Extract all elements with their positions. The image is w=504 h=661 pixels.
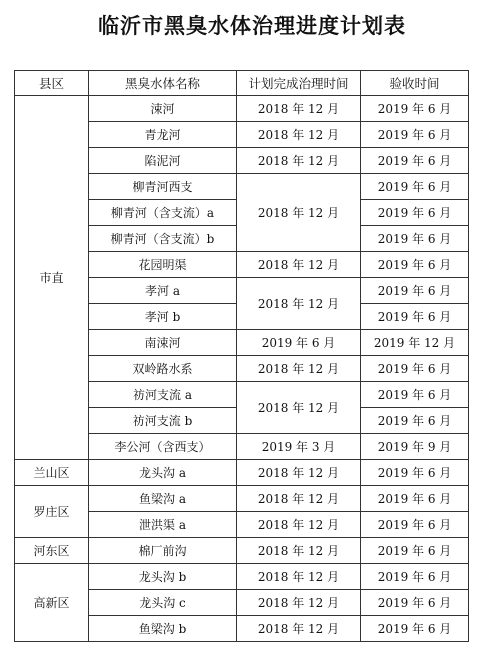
progress-table bbox=[14, 70, 469, 642]
district-cell: 兰山区 bbox=[15, 460, 89, 486]
acceptance-time-cell: 2019 年 6 月 bbox=[361, 356, 469, 382]
planned-completion-cell: 2018 年 12 月 bbox=[237, 512, 361, 538]
water-body-name-cell: 孝河 b bbox=[89, 304, 237, 330]
planned-completion-cell: 2018 年 12 月 bbox=[237, 96, 361, 122]
planned-completion-cell: 2018 年 12 月 bbox=[237, 590, 361, 616]
acceptance-time-cell: 2019 年 12 月 bbox=[361, 330, 469, 356]
water-body-name-cell: 泄洪渠 a bbox=[89, 512, 237, 538]
planned-completion-cell: 2018 年 12 月 bbox=[237, 616, 361, 642]
water-body-name-cell: 青龙河 bbox=[89, 122, 237, 148]
district-cell: 罗庄区 bbox=[15, 486, 89, 538]
water-body-name-cell: 柳青河西支 bbox=[89, 174, 237, 200]
planned-completion-cell: 2018 年 12 月 bbox=[237, 278, 361, 330]
acceptance-time-cell: 2019 年 6 月 bbox=[361, 174, 469, 200]
acceptance-time-cell: 2019 年 6 月 bbox=[361, 382, 469, 408]
planned-completion-cell: 2018 年 12 月 bbox=[237, 122, 361, 148]
water-body-name-cell: 祊河支流 a bbox=[89, 382, 237, 408]
acceptance-time-cell: 2019 年 6 月 bbox=[361, 590, 469, 616]
planned-completion-cell: 2018 年 12 月 bbox=[237, 148, 361, 174]
planned-completion-cell: 2018 年 12 月 bbox=[237, 174, 361, 252]
planned-completion-cell: 2018 年 12 月 bbox=[237, 252, 361, 278]
acceptance-time-cell: 2019 年 6 月 bbox=[361, 512, 469, 538]
water-body-name-cell: 陷泥河 bbox=[89, 148, 237, 174]
water-body-name-cell: 孝河 a bbox=[89, 278, 237, 304]
acceptance-time-cell: 2019 年 6 月 bbox=[361, 564, 469, 590]
planned-completion-cell: 2019 年 6 月 bbox=[237, 330, 361, 356]
district-cell: 高新区 bbox=[15, 564, 89, 642]
acceptance-time-cell: 2019 年 6 月 bbox=[361, 122, 469, 148]
water-body-name-cell: 龙头沟 c bbox=[89, 590, 237, 616]
water-body-name-cell: 龙头沟 b bbox=[89, 564, 237, 590]
acceptance-time-cell: 2019 年 6 月 bbox=[361, 460, 469, 486]
water-body-name-cell: 鱼梁沟 b bbox=[89, 616, 237, 642]
planned-completion-cell: 2018 年 12 月 bbox=[237, 356, 361, 382]
water-body-name-cell: 柳青河（含支流）b bbox=[89, 226, 237, 252]
header-row bbox=[15, 71, 469, 96]
planned-completion-cell: 2018 年 12 月 bbox=[237, 486, 361, 512]
water-body-name-cell: 棉厂前沟 bbox=[89, 538, 237, 564]
district-cell: 河东区 bbox=[15, 538, 89, 564]
district-cell: 市直 bbox=[15, 96, 89, 460]
water-body-name-cell: 花园明渠 bbox=[89, 252, 237, 278]
water-body-name-cell: 南涑河 bbox=[89, 330, 237, 356]
water-body-name-cell: 龙头沟 a bbox=[89, 460, 237, 486]
planned-completion-cell: 2018 年 12 月 bbox=[237, 460, 361, 486]
acceptance-time-cell: 2019 年 6 月 bbox=[361, 252, 469, 278]
acceptance-time-cell: 2019 年 6 月 bbox=[361, 616, 469, 642]
table-row bbox=[15, 460, 469, 486]
acceptance-time-cell: 2019 年 6 月 bbox=[361, 200, 469, 226]
table-row bbox=[15, 486, 469, 512]
water-body-name-cell: 鱼梁沟 a bbox=[89, 486, 237, 512]
acceptance-time-cell: 2019 年 6 月 bbox=[361, 226, 469, 252]
header-water-body-name: 黑臭水体名称 bbox=[89, 71, 237, 96]
acceptance-time-cell: 2019 年 6 月 bbox=[361, 148, 469, 174]
planned-completion-cell: 2018 年 12 月 bbox=[237, 382, 361, 434]
table-row bbox=[15, 564, 469, 590]
acceptance-time-cell: 2019 年 6 月 bbox=[361, 278, 469, 304]
water-body-name-cell: 双岭路水系 bbox=[89, 356, 237, 382]
planned-completion-cell: 2018 年 12 月 bbox=[237, 564, 361, 590]
acceptance-time-cell: 2019 年 6 月 bbox=[361, 96, 469, 122]
header-district: 县区 bbox=[15, 71, 89, 96]
page-title: 临沂市黑臭水体治理进度计划表 bbox=[98, 14, 406, 38]
water-body-name-cell: 柳青河（含支流）a bbox=[89, 200, 237, 226]
table-row bbox=[15, 96, 469, 122]
planned-completion-cell: 2019 年 3 月 bbox=[237, 434, 361, 460]
water-body-name-cell: 祊河支流 b bbox=[89, 408, 237, 434]
acceptance-time-cell: 2019 年 6 月 bbox=[361, 304, 469, 330]
water-body-name-cell: 李公河（含西支） bbox=[89, 434, 237, 460]
acceptance-time-cell: 2019 年 6 月 bbox=[361, 486, 469, 512]
acceptance-time-cell: 2019 年 9 月 bbox=[361, 434, 469, 460]
header-acceptance-time: 验收时间 bbox=[361, 71, 469, 96]
table-row bbox=[15, 538, 469, 564]
header-planned-completion-time: 计划完成治理时间 bbox=[237, 71, 361, 96]
planned-completion-cell: 2018 年 12 月 bbox=[237, 538, 361, 564]
water-body-name-cell: 涑河 bbox=[89, 96, 237, 122]
acceptance-time-cell: 2019 年 6 月 bbox=[361, 538, 469, 564]
acceptance-time-cell: 2019 年 6 月 bbox=[361, 408, 469, 434]
